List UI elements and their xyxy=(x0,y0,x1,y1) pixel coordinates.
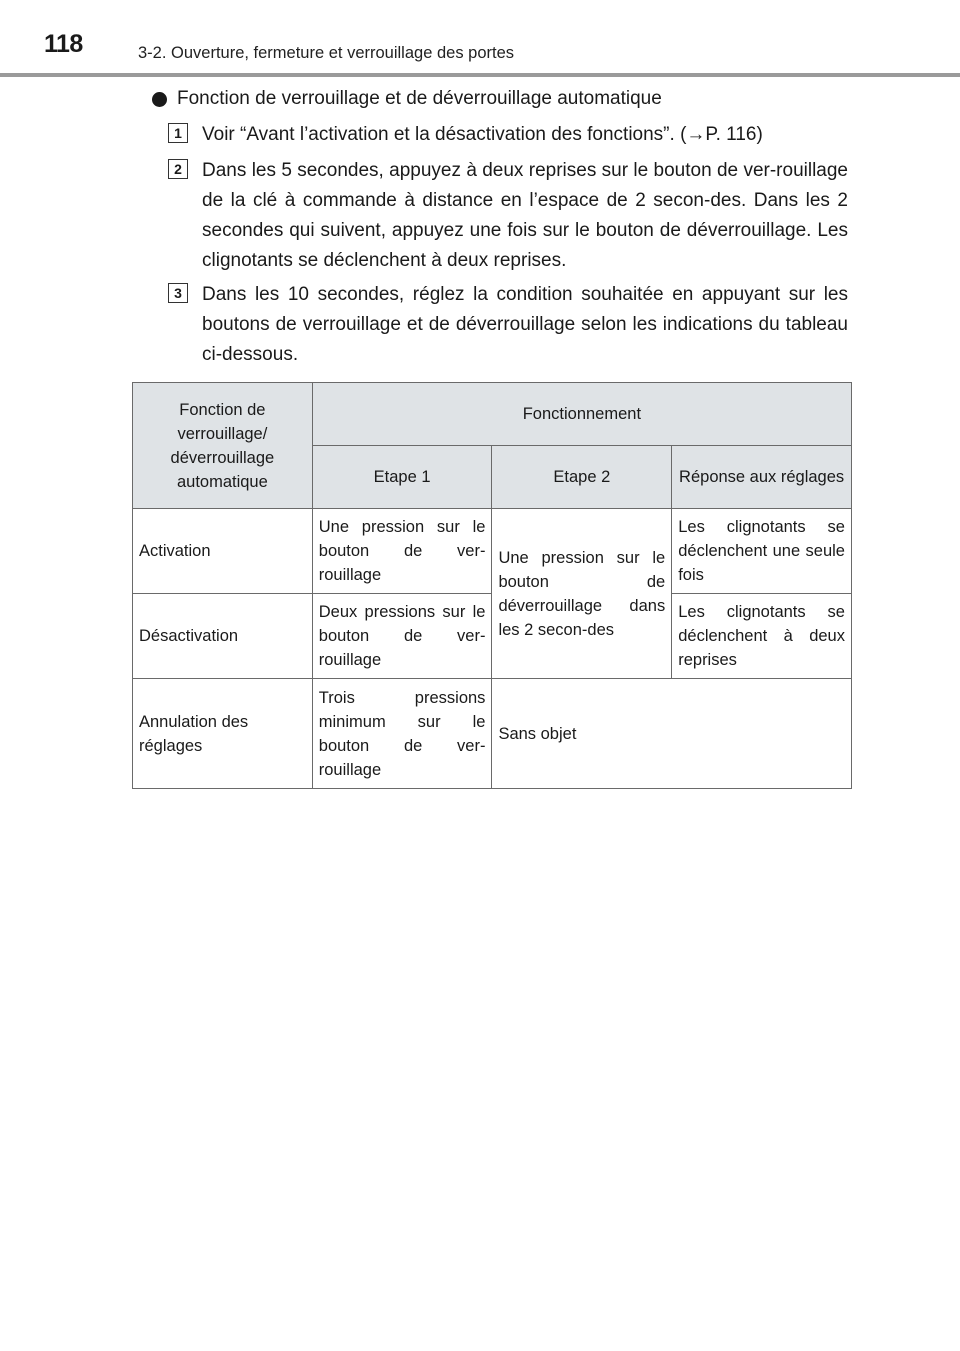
step-text: Voir “Avant l’activation et la désactivation des fonctions”. (→P. 116) xyxy=(202,124,763,145)
header-function: Fonction de verrouillage/ déverrouillage automatique xyxy=(133,383,313,509)
page-number: 118 xyxy=(44,30,83,58)
settings-table xyxy=(132,382,852,789)
step-number-badge: 3 xyxy=(168,283,188,303)
chapter-title: 3-2. Ouverture, fermeture et verrouillage des portes xyxy=(138,44,515,62)
step-text: Dans les 10 secondes, réglez la condition souhaitée en appuyant sur les boutons de verrouillage et de déverrouillage selon les indications du tableau ci-dessous. xyxy=(202,284,848,365)
step-text: Dans les 5 secondes, appuyez à deux reprises sur le bouton de ver-rouillage de la clé à commande à distance en l’espace de 2 secon-des. Dans les 2 secondes qui suivent, appuyez une fois sur le bouton de déverrouillage. Les clignotants se déclenchent à deux reprises. xyxy=(202,160,848,271)
function-cell: Annulation des réglages xyxy=(133,679,313,789)
header-rule xyxy=(0,73,960,77)
not-applicable-cell: Sans objet xyxy=(492,679,852,789)
step-3 xyxy=(168,280,848,370)
header-step2: Etape 2 xyxy=(492,446,672,509)
function-cell: Activation xyxy=(133,509,313,594)
step-1 xyxy=(168,120,848,150)
step1-cell: Trois pressions minimum sur le bouton de ver-rouillage xyxy=(312,679,492,789)
section-heading-text: Fonction de verrouillage et de déverrouillage automatique xyxy=(177,88,662,109)
response-cell: Les clignotants se déclenchent une seule fois xyxy=(672,509,852,594)
table-row xyxy=(133,509,852,594)
step-number-badge: 1 xyxy=(168,123,188,143)
table-row xyxy=(133,679,852,789)
function-cell: Désactivation xyxy=(133,594,313,679)
step1-cell: Une pression sur le bouton de ver-rouillage xyxy=(312,509,492,594)
header-step1: Etape 1 xyxy=(312,446,492,509)
header-operation: Fonctionnement xyxy=(312,383,851,446)
section-heading xyxy=(152,88,662,110)
step2-cell: Une pression sur le bouton de déverrouillage dans les 2 secon-des xyxy=(492,509,672,679)
header-response: Réponse aux réglages xyxy=(672,446,852,509)
response-cell: Les clignotants se déclenchent à deux reprises xyxy=(672,594,852,679)
step1-cell: Deux pressions sur le bouton de ver-rouillage xyxy=(312,594,492,679)
bullet-icon xyxy=(152,92,167,107)
step-2 xyxy=(168,156,848,276)
step-number-badge: 2 xyxy=(168,159,188,179)
